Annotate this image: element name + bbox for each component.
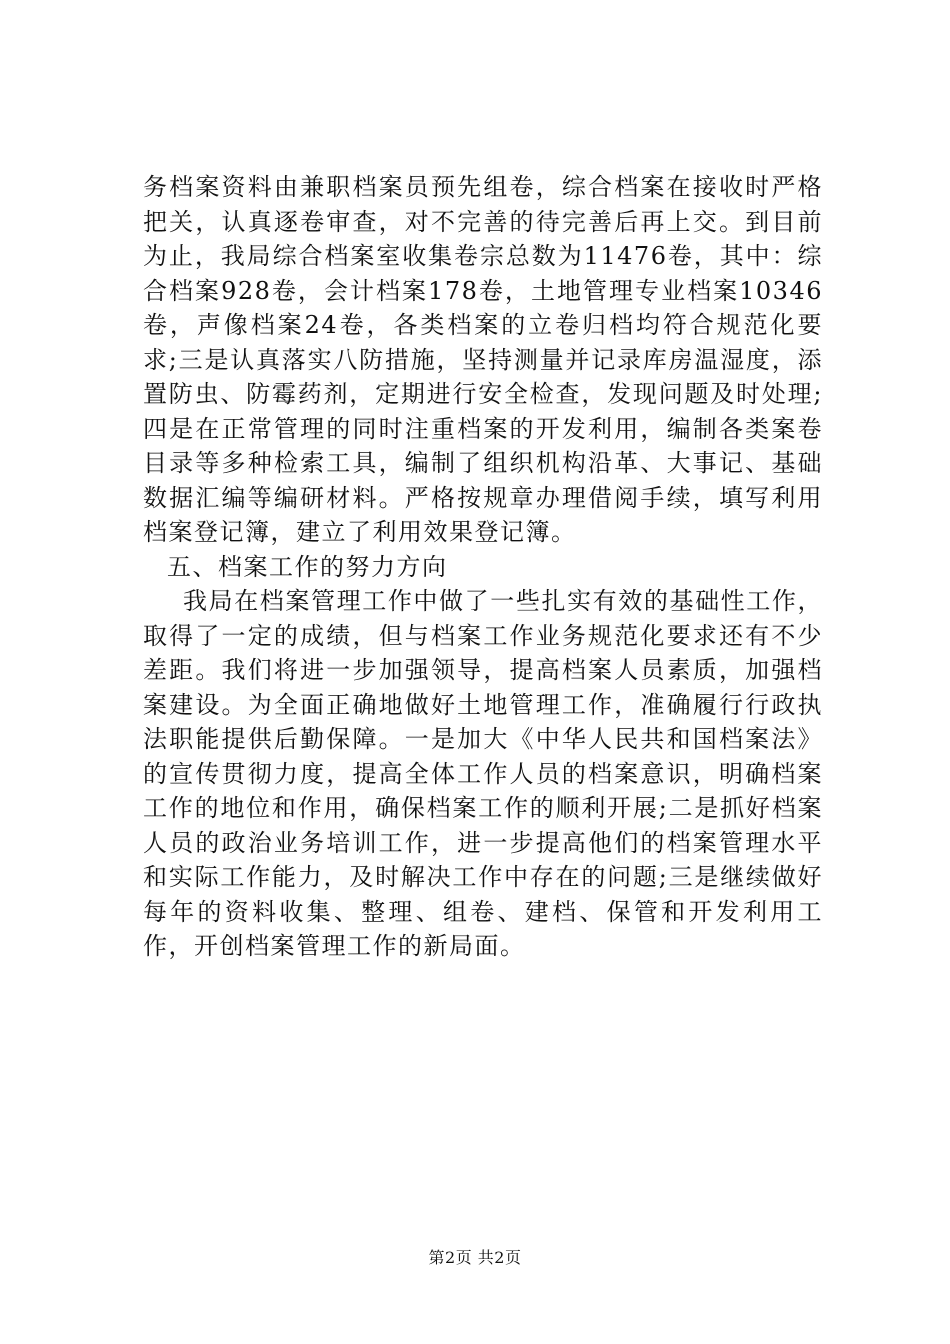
paragraph-archive-management-measures: 务档案资料由兼职档案员预先组卷，综合档案在接收时严格把关，认真逐卷审查，对不完善的待完善后再上交。到目前为止，我局综合档案室收集卷宗总数为11476卷，其中：综合档案928卷，会计档案178卷，土地管理专业档案10346卷，声像档案24卷，各类档案的立卷归档均符合规范化要求;三是认真落实八防措施，坚持测量并记录库房温湿度，添置防虫、防霉药剂，定期进行安全检查，发现问题及时处理;四是在正常管理的同时注重档案的开发利用，编制各类案卷目录等多种检索工具，编制了组织机构沿革、大事记、基础数据汇编等编研材料。严格按规章办理借阅手续，填写利用档案登记簿，建立了利用效果登记簿。 — [143, 173, 823, 546]
page-number-footer: 第2页 共2页 — [428, 1248, 522, 1267]
section-heading-five: 五、档案工作的努力方向 — [167, 552, 448, 581]
paragraph-future-direction: 我局在档案管理工作中做了一些扎实有效的基础性工作，取得了一定的成绩，但与档案工作业务规范化要求还有不少差距。我们将进一步加强领导，提高档案人员素质，加强档案建设。为全面正确地做好土地管理工作，准确履行行政执法职能提供后勤保障。一是加大《中华人民共和国档案法》的宣传贯彻力度，提高全体工作人员的档案意识，明确档案工作的地位和作用，确保档案工作的顺利开展;二是抓好档案人员的政治业务培训工作，进一步提高他们的档案管理水平和实际工作能力，及时解决工作中存在的问题;三是继续做好每年的资料收集、整理、组卷、建档、保管和开发利用工作，开创档案管理工作的新局面。 — [143, 587, 823, 960]
document-body — [143, 170, 823, 964]
